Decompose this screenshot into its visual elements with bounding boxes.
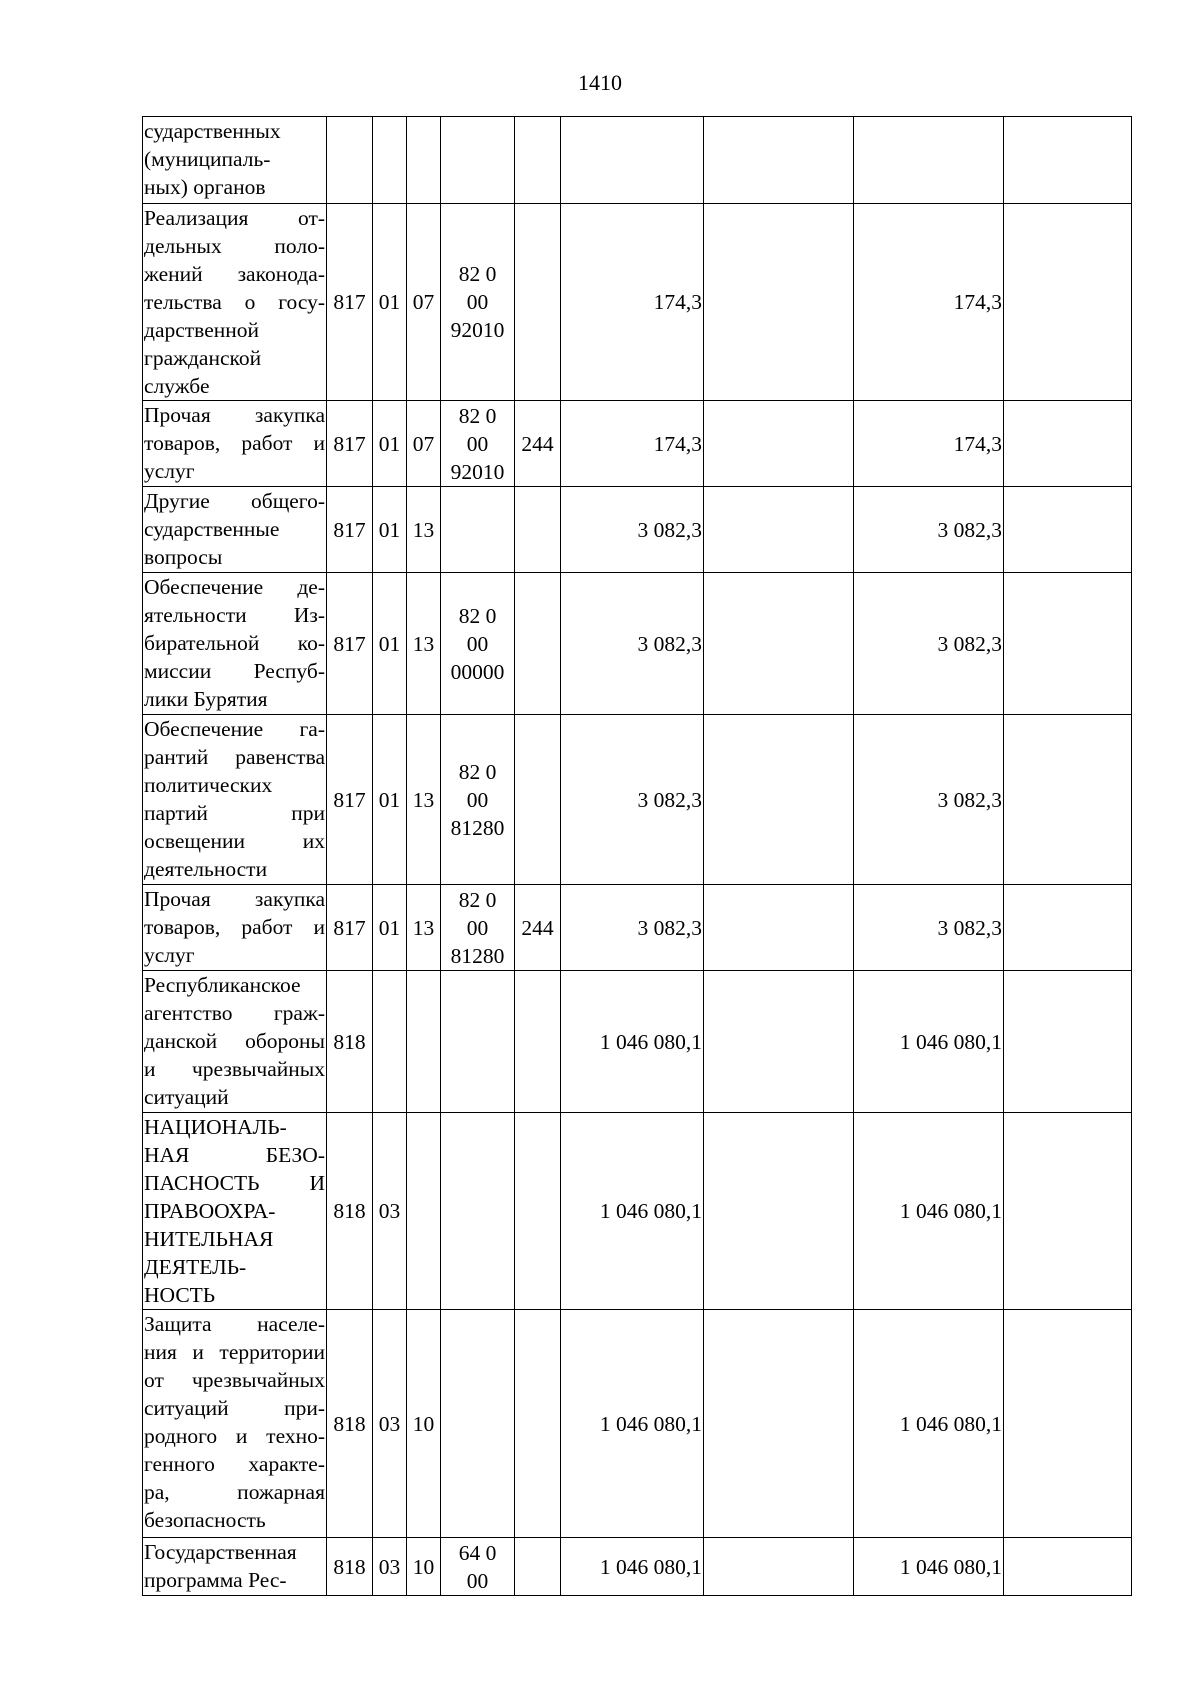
empty-cell — [704, 885, 854, 971]
item-name-line: Обеспечение га- — [144, 717, 325, 741]
page-number: 1410 — [578, 70, 622, 95]
item-name-cell — [143, 573, 327, 715]
target-article-cell — [441, 971, 515, 1113]
item-name-line: родного и техно- — [144, 1424, 325, 1448]
subsection-code-cell — [407, 971, 441, 1113]
section-code-cell: 03 — [373, 1538, 407, 1596]
item-name-cell — [143, 885, 327, 971]
empty-cell — [704, 117, 854, 204]
table-row — [143, 401, 1132, 487]
item-name-line: товаров, работ и — [144, 431, 325, 455]
item-name-line: миссии Респуб- — [144, 659, 325, 683]
amount-cell: 3 082,3 — [561, 487, 704, 573]
target-article-cell — [441, 885, 515, 971]
empty-cell — [704, 971, 854, 1113]
item-name-line: дарственной — [144, 318, 260, 342]
item-name-cell — [143, 1538, 327, 1596]
section-code-cell: 01 — [373, 487, 407, 573]
target-article-line: 64 0 — [458, 1540, 497, 1565]
item-name-cell — [143, 715, 327, 885]
item-name-cell — [143, 1310, 327, 1538]
section-code-cell — [373, 117, 407, 204]
item-name-line: гражданской — [144, 346, 262, 370]
item-name-line: товаров, работ и — [144, 915, 325, 939]
item-name-line: Другие общего- — [144, 489, 325, 513]
item-name-line: ра, пожарная — [144, 1480, 325, 1504]
item-name-line: услуг — [144, 459, 195, 483]
empty-cell — [1004, 1113, 1132, 1310]
item-name-line: деятельности — [144, 857, 268, 881]
item-name-line: ДЕЯТЕЛЬ- — [144, 1255, 247, 1279]
subsection-code-cell: 13 — [407, 487, 441, 573]
target-article-line: 00 — [466, 290, 489, 314]
empty-cell — [704, 715, 854, 885]
subsection-code-cell: 13 — [407, 885, 441, 971]
empty-cell — [704, 1538, 854, 1596]
target-article-cell — [441, 1113, 515, 1310]
item-name-line: тельства о госу- — [144, 290, 325, 314]
item-name-line: рантий равенства — [144, 745, 325, 769]
section-code-cell — [373, 971, 407, 1113]
table-row — [143, 715, 1132, 885]
target-article-line: 82 0 — [458, 403, 497, 428]
amount-total-cell: 174,3 — [854, 401, 1004, 487]
subsection-code-cell: 13 — [407, 715, 441, 885]
amount-cell: 1 046 080,1 — [561, 1310, 704, 1538]
empty-cell — [1004, 117, 1132, 204]
item-name-line: политических — [144, 773, 273, 797]
expense-type-cell — [515, 971, 561, 1113]
item-name-line: службе — [144, 374, 210, 398]
table-row — [143, 487, 1132, 573]
expense-type-cell — [515, 487, 561, 573]
amount-total-cell: 3 082,3 — [854, 715, 1004, 885]
expense-type-cell — [515, 204, 561, 401]
item-name-line: НОСТЬ — [144, 1283, 216, 1307]
amount-cell: 3 082,3 — [561, 573, 704, 715]
item-name-line: НИТЕЛЬНАЯ — [144, 1227, 274, 1251]
table-row — [143, 1310, 1132, 1538]
empty-cell — [1004, 1310, 1132, 1538]
target-article-cell — [441, 1310, 515, 1538]
ministry-code-cell: 817 — [327, 573, 373, 715]
item-name-line: агентство граж- — [144, 1001, 325, 1025]
empty-cell — [1004, 1538, 1132, 1596]
item-name-line: партий при — [144, 801, 325, 825]
item-name-line: (муниципаль- — [144, 147, 271, 171]
amount-cell: 1 046 080,1 — [561, 1113, 704, 1310]
target-article-line: 00 — [466, 431, 489, 456]
table-row — [143, 1113, 1132, 1310]
empty-cell — [704, 487, 854, 573]
amount-total-cell: 3 082,3 — [854, 885, 1004, 971]
item-name-line: Прочая закупка — [144, 887, 325, 911]
target-article-line: 82 0 — [458, 887, 497, 912]
item-name-line: ситуаций при- — [144, 1396, 325, 1420]
item-name-line: бирательной ко- — [144, 631, 325, 655]
ministry-code-cell: 817 — [327, 401, 373, 487]
expense-type-cell: 244 — [515, 885, 561, 971]
ministry-code-cell: 817 — [327, 885, 373, 971]
target-article-line: 00 — [466, 787, 489, 812]
item-name-line: Прочая закупка — [144, 403, 325, 427]
target-article-line: 81280 — [450, 943, 505, 968]
subsection-code-cell: 07 — [407, 401, 441, 487]
target-article-cell — [441, 487, 515, 573]
item-name-line: от чрезвычайных — [144, 1368, 325, 1392]
empty-cell — [704, 573, 854, 715]
target-article-cell — [441, 204, 515, 401]
item-name-line: жений законода- — [144, 262, 325, 286]
item-name-cell — [143, 487, 327, 573]
item-name-line: Государственная — [144, 1540, 297, 1564]
expense-type-cell — [515, 1538, 561, 1596]
item-name-line: Защита населе- — [144, 1312, 325, 1336]
target-article-cell — [441, 573, 515, 715]
item-name-line: программа Рес- — [144, 1568, 287, 1592]
ministry-code-cell: 818 — [327, 971, 373, 1113]
ministry-code-cell: 817 — [327, 204, 373, 401]
empty-cell — [1004, 487, 1132, 573]
target-article-line: 92010 — [450, 459, 505, 484]
item-name-line: освещении их — [144, 829, 325, 853]
target-article-cell — [441, 715, 515, 885]
amount-cell: 3 082,3 — [561, 715, 704, 885]
table-row — [143, 885, 1132, 971]
item-name-line: сударственных — [144, 119, 281, 143]
table-row — [143, 1538, 1132, 1596]
item-name-line: Обеспечение де- — [144, 575, 325, 599]
amount-cell — [561, 117, 704, 204]
empty-cell — [1004, 401, 1132, 487]
empty-cell — [704, 1310, 854, 1538]
item-name-line: дельных поло- — [144, 234, 325, 258]
item-name-line: Реализация от- — [144, 206, 325, 230]
table-row — [143, 204, 1132, 401]
item-name-line: и чрезвычайных — [144, 1057, 325, 1081]
section-code-cell: 01 — [373, 715, 407, 885]
amount-total-cell: 3 082,3 — [854, 487, 1004, 573]
table-row — [143, 573, 1132, 715]
target-article-line: 92010 — [450, 318, 505, 342]
amount-total-cell: 1 046 080,1 — [854, 971, 1004, 1113]
subsection-code-cell — [407, 117, 441, 204]
expense-type-cell — [515, 1113, 561, 1310]
amount-cell: 3 082,3 — [561, 885, 704, 971]
ministry-code-cell: 818 — [327, 1113, 373, 1310]
target-article-line: 00 — [466, 631, 489, 656]
item-name-line: ятельности Из- — [144, 603, 325, 627]
amount-total-cell — [854, 117, 1004, 204]
expense-type-cell — [515, 573, 561, 715]
item-name-line: данской обороны — [144, 1029, 325, 1053]
expense-type-cell: 244 — [515, 401, 561, 487]
expense-type-cell — [515, 117, 561, 204]
amount-total-cell: 1 046 080,1 — [854, 1538, 1004, 1596]
item-name-line: НАЯ БЕЗО- — [144, 1143, 325, 1167]
item-name-cell — [143, 204, 327, 401]
subsection-code-cell: 07 — [407, 204, 441, 401]
item-name-cell — [143, 1113, 327, 1310]
target-article-line: 00 — [466, 1568, 489, 1593]
section-code-cell: 01 — [373, 401, 407, 487]
subsection-code-cell: 10 — [407, 1538, 441, 1596]
ministry-code-cell: 818 — [327, 1310, 373, 1538]
amount-total-cell: 1 046 080,1 — [854, 1310, 1004, 1538]
empty-cell — [1004, 715, 1132, 885]
amount-cell: 1 046 080,1 — [561, 1538, 704, 1596]
expense-type-cell — [515, 1310, 561, 1538]
empty-cell — [704, 204, 854, 401]
item-name-line: ПАСНОСТЬ И — [144, 1171, 325, 1195]
item-name-line: ных) органов — [144, 175, 266, 199]
item-name-line: безопасность — [144, 1508, 266, 1532]
empty-cell — [1004, 573, 1132, 715]
item-name-line: ния и территории — [144, 1340, 325, 1364]
amount-cell: 1 046 080,1 — [561, 971, 704, 1113]
subsection-code-cell — [407, 1113, 441, 1310]
subsection-code-cell: 13 — [407, 573, 441, 715]
amount-total-cell: 174,3 — [854, 204, 1004, 401]
target-article-line: 82 0 — [458, 759, 497, 784]
target-article-cell — [441, 401, 515, 487]
target-article-line: 81280 — [450, 815, 505, 840]
amount-cell: 174,3 — [561, 401, 704, 487]
item-name-line: Республиканское — [144, 973, 301, 997]
ministry-code-cell: 817 — [327, 487, 373, 573]
item-name-line: вопросы — [144, 545, 223, 569]
item-name-cell — [143, 117, 327, 204]
amount-total-cell: 3 082,3 — [854, 573, 1004, 715]
section-code-cell: 01 — [373, 204, 407, 401]
empty-cell — [704, 401, 854, 487]
item-name-cell — [143, 401, 327, 487]
target-article-cell — [441, 1538, 515, 1596]
section-code-cell: 03 — [373, 1113, 407, 1310]
target-article-line: 00 — [466, 915, 489, 940]
item-name-line: сударственные — [144, 517, 280, 541]
ministry-code-cell: 817 — [327, 715, 373, 885]
subsection-code-cell: 10 — [407, 1310, 441, 1538]
target-article-cell — [441, 117, 515, 204]
empty-cell — [1004, 204, 1132, 401]
item-name-cell — [143, 971, 327, 1113]
item-name-line: ситуаций — [144, 1085, 229, 1109]
table-row — [143, 971, 1132, 1113]
item-name-line: услуг — [144, 943, 195, 967]
amount-total-cell: 1 046 080,1 — [854, 1113, 1004, 1310]
amount-cell: 174,3 — [561, 204, 704, 401]
ministry-code-cell: 818 — [327, 1538, 373, 1596]
target-article-line: 82 0 — [458, 262, 497, 286]
item-name-line: НАЦИОНАЛЬ- — [144, 1115, 287, 1139]
empty-cell — [704, 1113, 854, 1310]
item-name-line: лики Бурятия — [144, 687, 268, 711]
table-body — [143, 117, 1132, 1596]
table-row — [143, 117, 1132, 204]
section-code-cell: 03 — [373, 1310, 407, 1538]
budget-table — [142, 116, 1132, 1596]
target-article-line: 00000 — [450, 659, 505, 684]
ministry-code-cell — [327, 117, 373, 204]
expense-type-cell — [515, 715, 561, 885]
target-article-line: 82 0 — [458, 603, 497, 628]
empty-cell — [1004, 885, 1132, 971]
item-name-line: ПРАВООХРА- — [144, 1199, 276, 1223]
section-code-cell: 01 — [373, 885, 407, 971]
item-name-line: генного характе- — [144, 1452, 325, 1476]
empty-cell — [1004, 971, 1132, 1113]
section-code-cell: 01 — [373, 573, 407, 715]
